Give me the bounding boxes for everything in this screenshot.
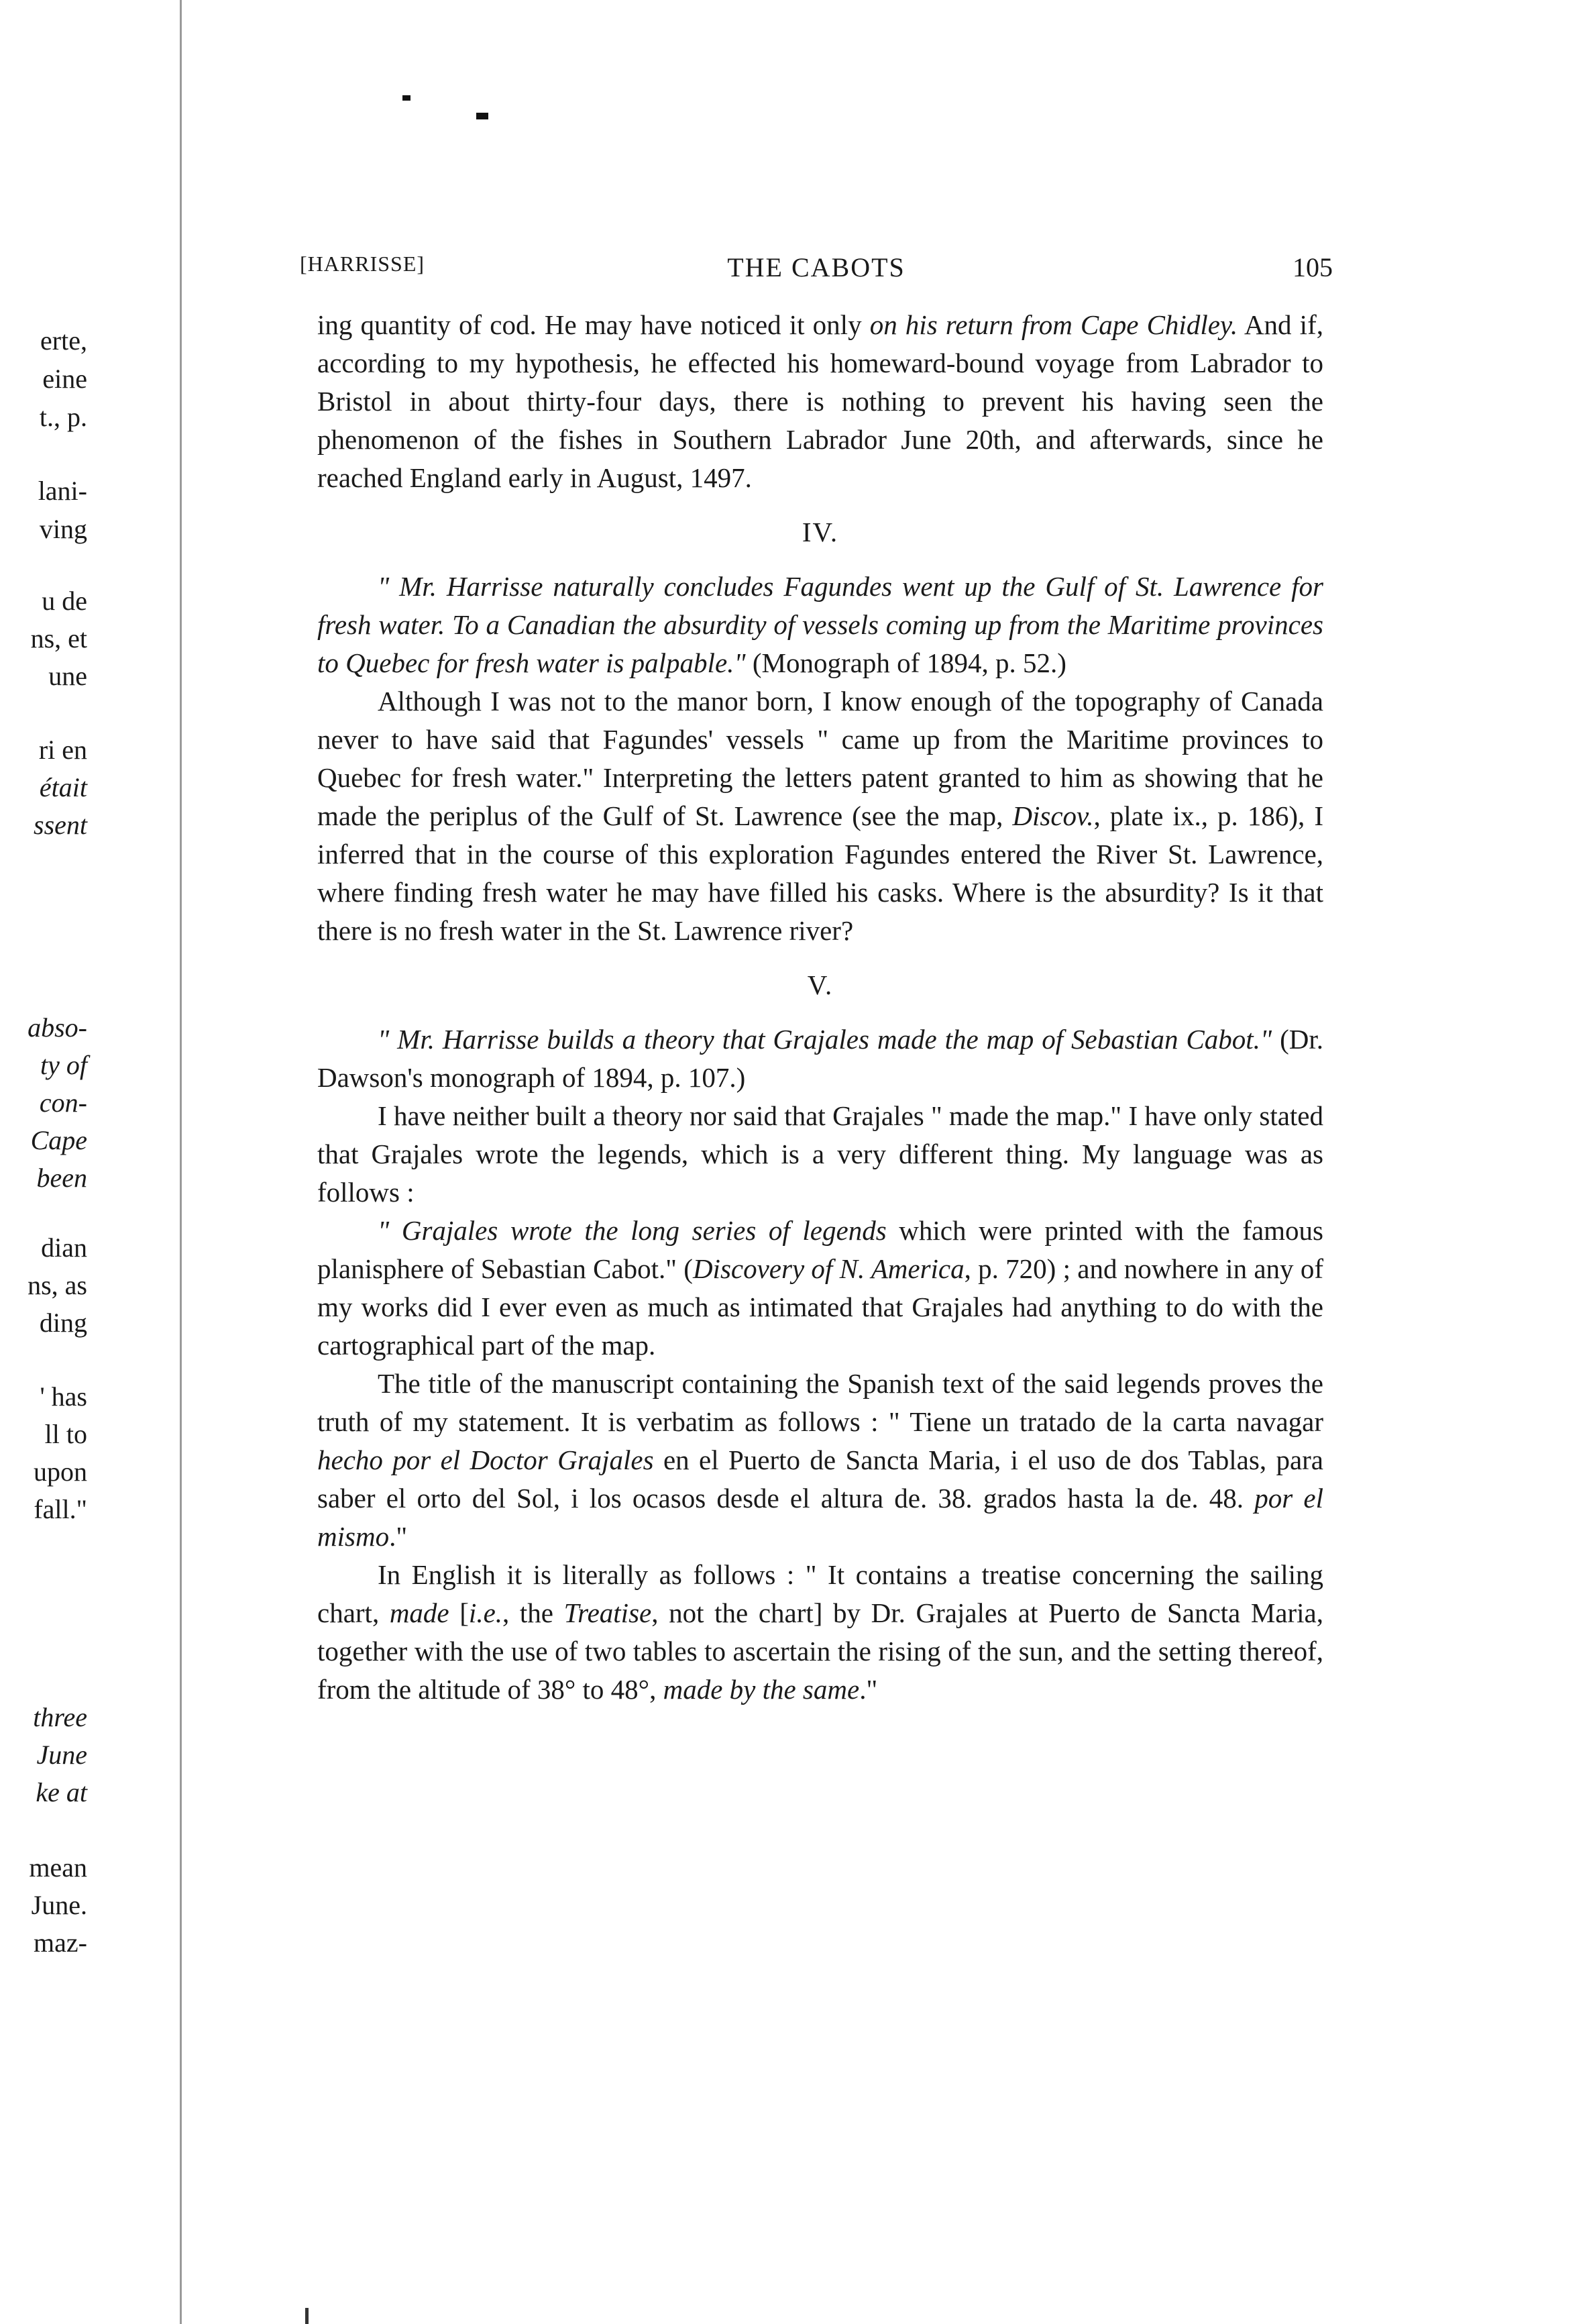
italic-run: made: [389, 1597, 449, 1628]
paragraph: [317, 682, 1323, 950]
citation: (Dr. Dawson's monograph of 1894, p. 107.): [317, 1024, 1323, 1093]
quotation: [317, 568, 1323, 682]
margin-fragment: une: [48, 661, 87, 691]
italic-run: made by the same: [663, 1674, 860, 1705]
text-run: which were printed with the famous planisphere of Sebastian Cabot." (: [317, 1215, 1324, 1284]
section-heading-v: V.: [807, 969, 834, 1000]
italic-run: hecho por el Doctor Grajales: [317, 1444, 654, 1475]
italic-run: i.e.: [468, 1597, 503, 1628]
margin-fragment: t., p.: [39, 402, 87, 432]
italic-run: Discov.: [1012, 800, 1094, 831]
margin-fragment: dian: [41, 1232, 87, 1263]
text-run: The title of the manuscript containing the Spanish text of the said legends proves the truth of my statement. It is verbatim as follows : " Tiene un tratado de la carta navagar: [317, 1368, 1323, 1437]
text-run: ing quantity of cod. He may have noticed it only: [317, 309, 870, 340]
margin-fragment: three: [33, 1702, 87, 1732]
italic-run: " Mr. Harrisse naturally concludes Fagundes went up the Gulf of St. Lawrence for fresh water. To a Canadian the absurdity of vessels coming up from the Maritime provinces to Quebec for fresh water is palpable.": [317, 571, 1323, 678]
gutter-shadow-line: [180, 0, 182, 2324]
margin-fragment: con-: [39, 1088, 87, 1118]
text-run: .": [389, 1521, 408, 1552]
body-text: [317, 306, 1323, 1709]
text-run: , plate ix., p. 186), I inferred that in the course of this exploration Fagundes entered the River St. Lawrence, where finding fresh water he may have filled his casks. Where is the absurdity? Is it that there is no fresh water in the St. Lawrence river?: [317, 800, 1323, 946]
running-title: THE CABOTS: [727, 252, 906, 282]
scan-speck: [402, 95, 410, 101]
margin-fragment: était: [39, 772, 87, 802]
margin-fragment: fall.": [34, 1494, 87, 1524]
section-heading-iv: IV.: [802, 517, 839, 547]
italic-run: on his return from Cape Chidley.: [869, 309, 1238, 340]
italic-run: " Grajales wrote the long series of legends: [378, 1215, 887, 1246]
text-run: , the: [502, 1597, 564, 1628]
margin-fragment: lani-: [38, 476, 87, 506]
margin-fragment: been: [36, 1163, 87, 1193]
text-run: en el Puerto de Sancta Maria, i el uso de dos Tablas, para saber el orto del Sol, i los ocasos desde el altura de. 38. grados hasta la de. 48.: [317, 1444, 1323, 1514]
margin-fragment: upon: [34, 1457, 87, 1487]
margin-fragment: ke at: [36, 1777, 87, 1807]
paragraph: [317, 1212, 1323, 1365]
margin-fragment: ns, et: [30, 623, 87, 653]
paragraph: [317, 306, 1323, 497]
margin-fragment: ving: [39, 514, 87, 544]
quotation: [317, 1020, 1323, 1097]
margin-fragment: erte,: [40, 325, 87, 356]
margin-fragment: eine: [42, 364, 87, 394]
margin-fragment: ssent: [34, 810, 87, 840]
italic-run: Treatise: [563, 1597, 652, 1628]
text-run: , p. 720) ; and nowhere in any of my works did I ever even as much as intimated that Grajales had anything to do with the cartographical part of the map.: [317, 1253, 1323, 1361]
paragraph: [317, 1556, 1323, 1709]
citation: (Monograph of 1894, p. 52.): [745, 647, 1066, 678]
margin-fragment: mean: [29, 1852, 87, 1883]
text-run: [: [449, 1597, 469, 1628]
running-head-author: [HARRISSE]: [300, 252, 425, 276]
margin-fragment: June.: [31, 1890, 87, 1920]
margin-fragment: abso-: [28, 1012, 87, 1043]
running-header: [300, 252, 1333, 292]
margin-fragment: ll to: [44, 1419, 87, 1449]
italic-run: " Mr. Harrisse builds a theory that Grajales made the map of Sebastian Cabot.": [378, 1024, 1272, 1055]
text-run: Although I was not to the manor born, I know enough of the topography of Canada never to have said that Fagundes' vessels " came up from the Maritime provinces to Quebec for fresh water." Interpreting the letters patent granted to him as showing that he made the periplus of the Gulf of St. Lawrence (see the map,: [317, 686, 1323, 831]
margin-fragment: ri en: [38, 735, 87, 765]
paragraph: I have neither built a theory nor said that Grajales " made the map." I have only stated that Grajales wrote the legends, which is a very different thing. My language was as follows :: [317, 1100, 1323, 1208]
margin-fragment: u de: [42, 586, 87, 616]
italic-run: Discovery of N. America: [692, 1253, 965, 1284]
text-run: , not the chart] by Dr. Grajales at Puerto de Sancta Maria, together with the use of two tables to ascertain the rising of the sun, and the setting thereof, from the altitude of 38° to 48°,: [317, 1597, 1324, 1705]
text-run: In English it is literally as follows : " It contains a treatise concerning the sailing chart,: [317, 1559, 1323, 1628]
text-run: And if, according to my hypothesis, he effected his homeward-bound voyage from Labrador to Bristol in about thirty-four days, there is nothing to prevent his having seen the phenomenon of the fishes in Southern Labrador June 20th, and afterwards, since he reached England early in August, 1497.: [317, 309, 1323, 493]
scan-edge-mark: [305, 2308, 309, 2324]
margin-fragment: Cape: [30, 1125, 87, 1155]
margin-fragment: ns, as: [28, 1270, 87, 1300]
scan-speck: [476, 113, 488, 119]
text-run: .": [859, 1674, 878, 1705]
margin-fragment: ding: [39, 1308, 87, 1338]
paragraph: [317, 1365, 1323, 1556]
facing-page-fragments: [0, 0, 87, 2324]
margin-fragment: ty of: [40, 1050, 87, 1080]
page-number: 105: [1293, 252, 1333, 282]
italic-run: por el mismo: [317, 1483, 1323, 1552]
margin-fragment: maz-: [34, 1927, 87, 1958]
margin-fragment: ' has: [40, 1381, 87, 1412]
margin-fragment: June: [36, 1740, 87, 1770]
